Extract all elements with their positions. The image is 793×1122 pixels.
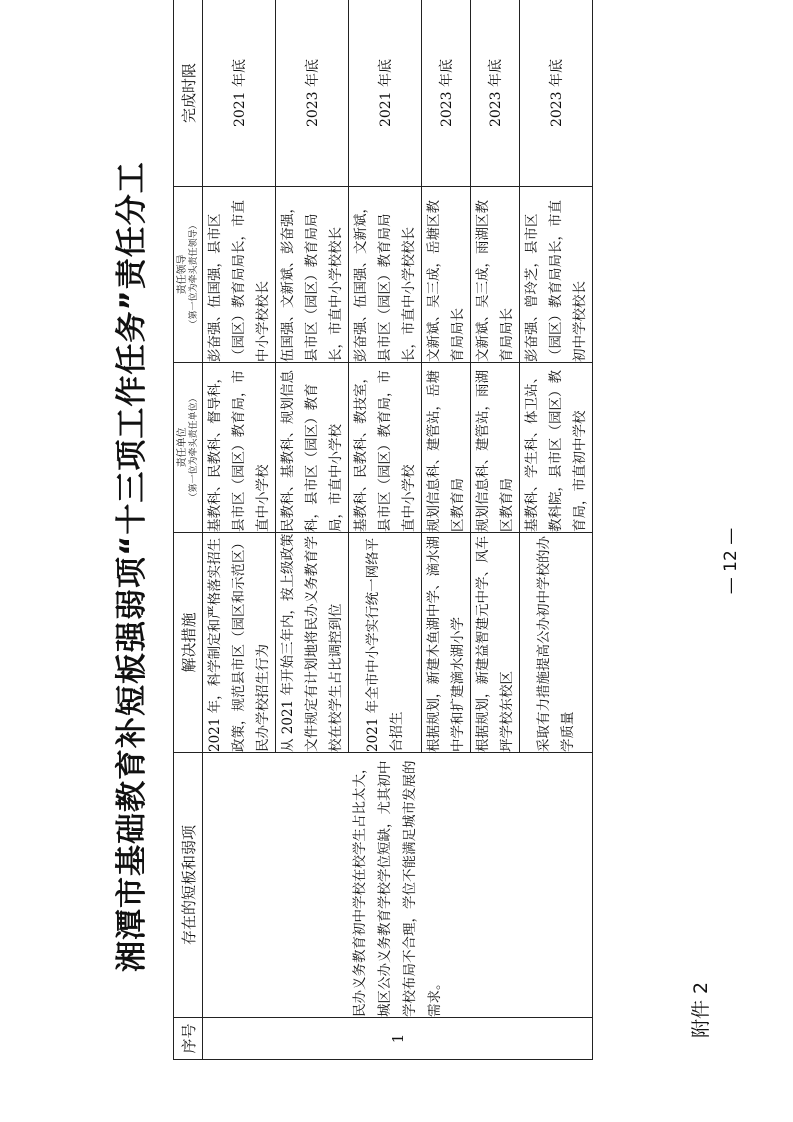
row-measure: 2021 年，科学制定和严格落实招生政策，规范县市区（园区和示范区）民办学校招生行为 (203, 533, 276, 753)
row-weakness: 民办义务教育初中学校在校学生占比太大，城区公办义务教育学校学位短缺，尤其初中学校布局不合理，学位不能满足城市发展的需求。 (203, 753, 593, 1018)
row-deadline: 2023 年底 (276, 0, 349, 187)
header-unit-title: 责任单位 (177, 427, 189, 468)
document-title: 湘潭市基础教育补短板强弱项“十三项工作任务”责任分工 (114, 161, 150, 972)
table-header-row (174, 0, 203, 1060)
row-deadline: 2021 年底 (349, 0, 422, 187)
row-unit: 规划信息科、建管站，岳塘区教育局 (422, 363, 471, 533)
row-leader: 文新斌、吴三成，雨湖区教育局局长 (471, 187, 520, 363)
header-leader-note: （第一位为牵头责任领导） (188, 220, 199, 329)
row-deadline: 2023 年底 (422, 0, 471, 187)
row-leader: 彭奋强、伍国强，县市区（园区）教育局局长，市直中小学校校长 (203, 187, 276, 363)
header-deadline: 完成时限 (174, 0, 203, 187)
page-number: — 12 — (721, 527, 741, 595)
header-leader-title: 责任领导 (177, 254, 189, 295)
row-leader: 文新斌、吴三成，岳塘区教育局局长 (422, 187, 471, 363)
row-deadline: 2021 年底 (203, 0, 276, 187)
row-unit: 基教科、学生科、体卫站、教科院，县市区（园区）教育局，市直初中学校 (520, 363, 593, 533)
row-measure: 从 2021 年开始三年内，按上级政策文件规定有计划地将民办义务教育学校在校学生占比调控到位 (276, 533, 349, 753)
table-row (203, 0, 276, 1060)
row-unit: 民教科、基教科、规划信息科，县市区（园区）教育局，市直中小学校 (276, 363, 349, 533)
row-unit: 基教科、民教科、教技室，县市区（园区）教育局，市直中小学校 (349, 363, 422, 533)
row-unit: 规划信息科、建管站，雨湖区教育局 (471, 363, 520, 533)
header-leader (174, 187, 203, 363)
row-unit: 基教科、民教科、督导科，县市区（园区）教育局，市直中小学校 (203, 363, 276, 533)
header-unit-note: （第一位为牵头责任单位） (188, 393, 199, 502)
row-measure: 2021 年全市中小学实行统一网络平台招生 (349, 533, 422, 753)
header-seq: 序号 (174, 1018, 203, 1060)
row-leader: 彭奋强、曾玲芝，县市区（园区）教育局局长，市直初中学校校长 (520, 187, 593, 363)
header-weakness: 存在的短板和弱项 (174, 753, 203, 1018)
attachment-label: 附件 2 (690, 981, 712, 1038)
header-measures: 解决措施 (174, 533, 203, 753)
header-unit (174, 363, 203, 533)
row-measure: 根据规划，新建木鱼湖中学、滴水湖中学和扩建滴水湖小学 (422, 533, 471, 753)
row-deadline: 2023 年底 (471, 0, 520, 187)
row-measure: 采取有力措施提高公办初中学校的办学质量 (520, 533, 593, 753)
row-leader: 彭奋强、伍国强、文新斌，县市区（园区）教育局局长，市直中小学校校长 (349, 187, 422, 363)
responsibility-table (173, 0, 593, 1060)
row-leader: 伍国强、文新斌、彭奋强，县市区（园区）教育局局长，市直中小学校校长 (276, 187, 349, 363)
row-deadline: 2023 年底 (520, 0, 593, 187)
row-measure: 根据规划，新建益智建元中学、风车坪学校东校区 (471, 533, 520, 753)
row-seq: 1 (203, 1018, 593, 1060)
